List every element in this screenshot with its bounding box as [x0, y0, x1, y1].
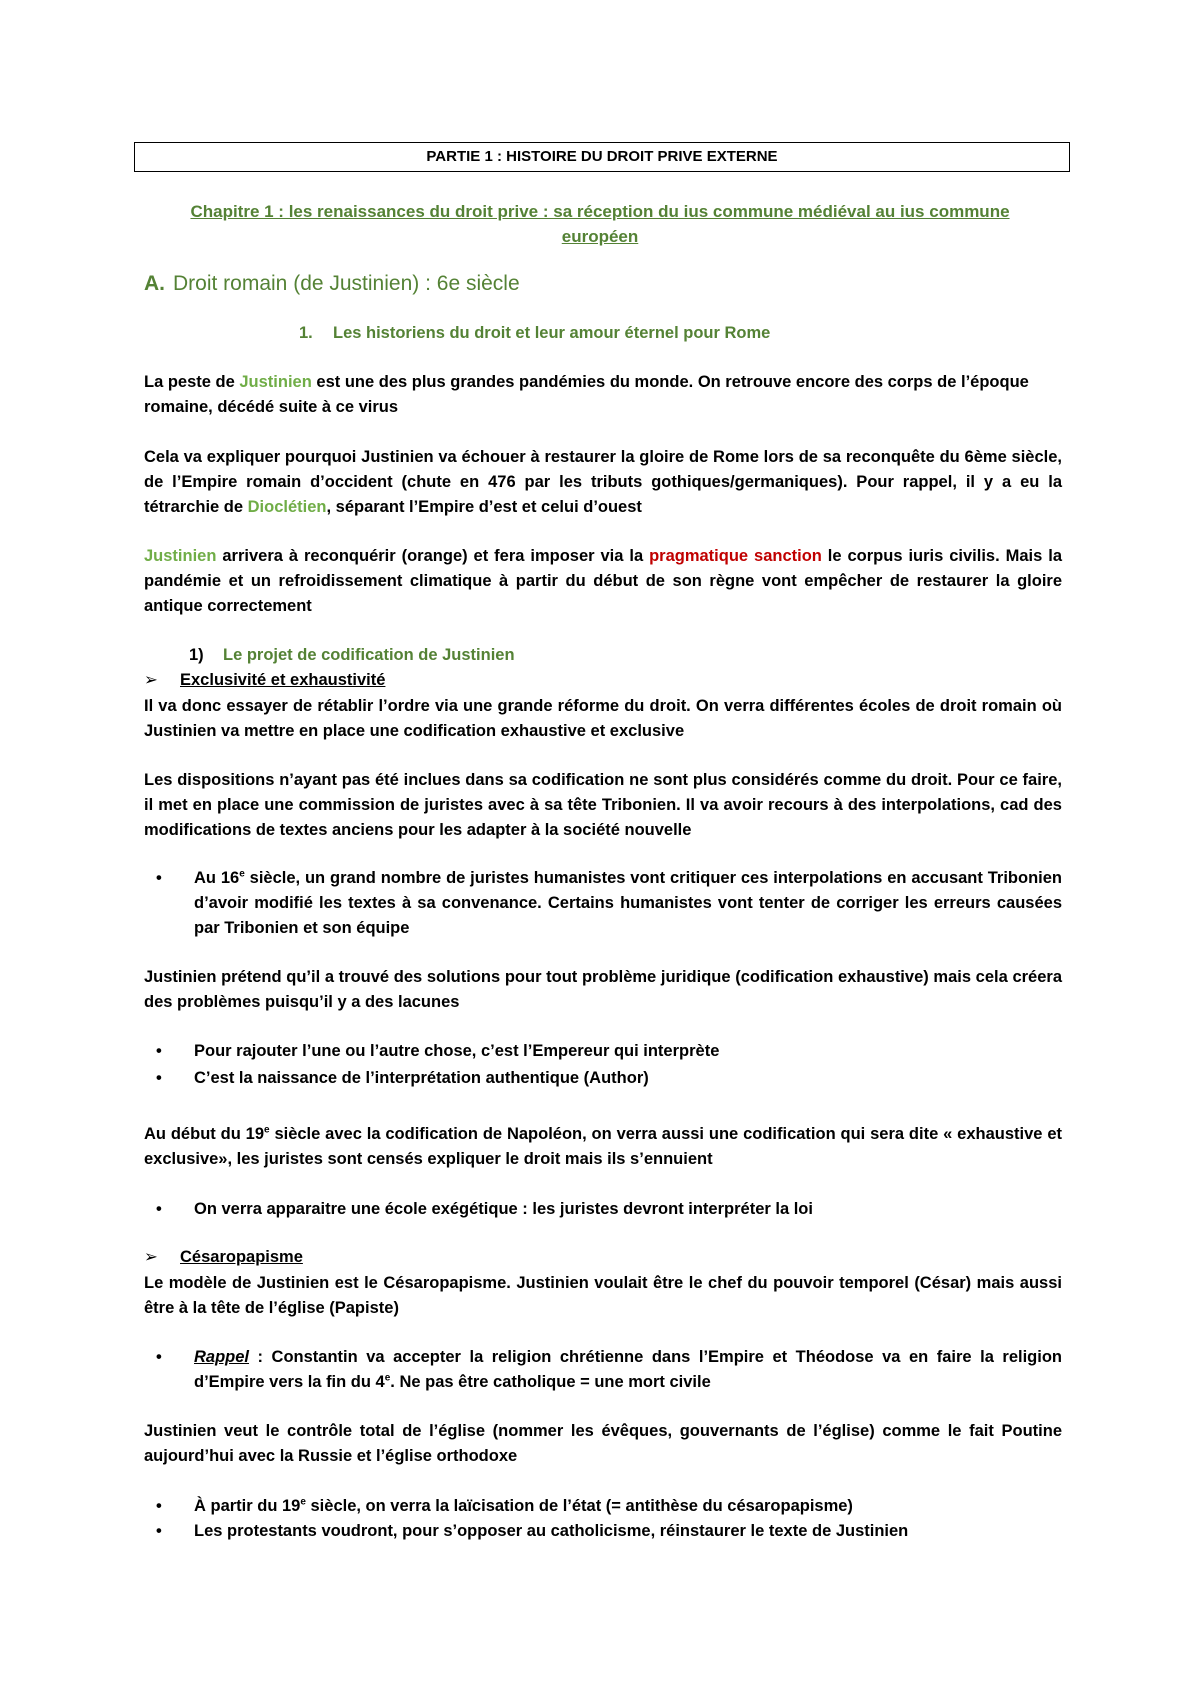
superscript: e	[239, 868, 245, 880]
bullet-icon: •	[156, 1348, 162, 1366]
bullet-icon: •	[156, 1522, 162, 1540]
text-run: siècle avec la codification de Napoléon, on verra aussi une codification qui sera dite « exhaustive et exclusive», les juristes sont censés expliquer le droit mais ils s’ennuient	[144, 1125, 1063, 1168]
text-run: Cela va expliquer pourquoi Justinien va échouer à restaurer la gloire de Rome lors de sa reconquête du 6ème siècle, de l’Empire romain d’occident (chute en 476 par les tributs gothiques/germaniques). Pour rappel, il y a eu la tétrarchie de	[144, 448, 1062, 516]
subsection-number: 1)	[189, 646, 204, 664]
paragraph-controle-eglise: Justinien veut le contrôle total de l’église (nommer les évêques, gouvernants de l’église) comme le fait Poutine aujourd’hui avec la Russie et l’église orthodoxe	[144, 1422, 1062, 1465]
bullet-icon: •	[156, 1069, 162, 1087]
highlighted-name: Justinien	[239, 373, 312, 391]
text-run: Au début du 19	[144, 1125, 265, 1143]
arrow-heading-cesaropapisme	[144, 1247, 303, 1267]
text-run: siècle, un grand nombre de juristes humanistes vont critiquer ces interpolations en accusant Tribonien d’avoir modifié les textes à sa convenance. Certains humanistes vont tenter de corriger les erreurs causées par Tribonien et son équipe	[194, 869, 1062, 937]
bullet-icon: •	[156, 869, 162, 887]
italic-label: Rappel	[194, 1348, 250, 1366]
text-run: La peste de	[144, 373, 240, 391]
paragraph-pragmatique	[144, 544, 1062, 619]
text-run: Au 16	[194, 869, 240, 887]
bullet-text	[194, 1345, 1062, 1395]
superscript: e	[384, 1372, 391, 1384]
superscript: e	[300, 1496, 306, 1508]
superscript: e	[264, 1124, 270, 1136]
bullet-icon: •	[156, 1497, 162, 1515]
section-title: Droit romain (de Justinien) : 6e siècle	[173, 272, 520, 295]
bullet-text: On verra apparaitre une école exégétique : les juristes devront interpréter la loi	[194, 1200, 813, 1218]
text-run: le corpus iuris civilis. Mais la pandémie et un refroidissement climatique à partir du début de son règne vont empêcher de restaurer la gloire antique correctement	[144, 547, 1063, 615]
paragraph-napoleon	[144, 1122, 1062, 1172]
paragraph-reconquete	[144, 445, 1062, 520]
bullet-text: Les protestants voudront, pour s’opposer au catholicisme, réinstaurer le texte de Justinien	[194, 1522, 909, 1540]
bullet-text: C’est la naissance de l’interprétation authentique (Author)	[194, 1069, 649, 1087]
highlighted-name: Justinien	[144, 547, 217, 565]
arrow-heading-exclusivite	[144, 670, 385, 690]
text-run: est une des plus grandes pandémies du monde. On retrouve encore des corps de l’époque romaine, décédé suite à ce virus	[144, 373, 1029, 416]
subsection-codification-heading	[189, 646, 515, 665]
text-run: arrivera à reconquérir (orange) et fera imposer via la	[216, 547, 650, 565]
part-title-box: PARTIE 1 : HISTOIRE DU DROIT PRIVE EXTERNE	[134, 142, 1070, 172]
section-a-heading	[144, 272, 520, 296]
highlighted-name: Dioclétien	[247, 498, 327, 516]
bullet-text: Pour rajouter l’une ou l’autre chose, c’est l’Empereur qui interprète	[194, 1042, 720, 1060]
arrow-bullet-icon: ➢	[144, 1248, 158, 1266]
text-run: , séparant l’Empire d’est et celui d’ouest	[326, 498, 642, 516]
text-run: . Ne pas être catholique = une mort civile	[390, 1373, 711, 1391]
bullet-icon: •	[156, 1042, 162, 1060]
highlighted-term: pragmatique sanction	[649, 547, 822, 565]
paragraph-reforme: Il va donc essayer de rétablir l’ordre via une grande réforme du droit. On verra différentes écoles de droit romain où Justinien va mettre en place une codification exhaustive et exclusive	[144, 697, 1062, 740]
subsection-title: Le projet de codification de Justinien	[223, 646, 515, 664]
arrow-heading-label: Exclusivité et exhaustivité	[180, 671, 386, 689]
paragraph-dispositions: Les dispositions n’ayant pas été inclues dans sa codification ne sont plus considérés comme du droit. Pour ce faire, il met en place une commission de juristes avec à sa tête Tribonien. Il va avoir recours à des interpolations, cad des modifications de textes anciens pour les adapter à la société nouvelle	[144, 771, 1062, 839]
arrow-bullet-icon: ➢	[144, 671, 158, 689]
section-letter: A.	[144, 272, 165, 295]
subsection-number: 1.	[299, 324, 313, 342]
paragraph-lacunes: Justinien prétend qu’il a trouvé des solutions pour tout problème juridique (codification exhaustive) mais cela créera des problèmes puisqu’il y a des lacunes	[144, 968, 1062, 1011]
text-run: siècle, on verra la laïcisation de l’état (= antithèse du césaropapisme)	[305, 1497, 853, 1515]
paragraph-peste	[144, 370, 1062, 420]
arrow-heading-label: Césaropapisme	[180, 1248, 303, 1266]
subsection-1-heading	[299, 324, 770, 343]
subsection-title: Les historiens du droit et leur amour éternel pour Rome	[333, 324, 771, 342]
text-run: À partir du 19	[194, 1497, 301, 1515]
text-run: : Constantin va accepter la religion chrétienne dans l’Empire et Théodose va en faire la religion d’Empire vers la fin du 4	[194, 1348, 1062, 1391]
bullet-icon: •	[156, 1200, 162, 1218]
chapter-title: Chapitre 1 : les renaissances du droit prive : sa réception du ius commune médiéval au ius commune européen	[190, 202, 1010, 246]
bullet-text	[194, 866, 1062, 941]
bullet-text	[194, 1494, 1062, 1519]
paragraph-modele: Le modèle de Justinien est le Césaropapisme. Justinien voulait être le chef du pouvoir temporel (César) mais aussi être à la tête de l’église (Papiste)	[144, 1274, 1062, 1317]
